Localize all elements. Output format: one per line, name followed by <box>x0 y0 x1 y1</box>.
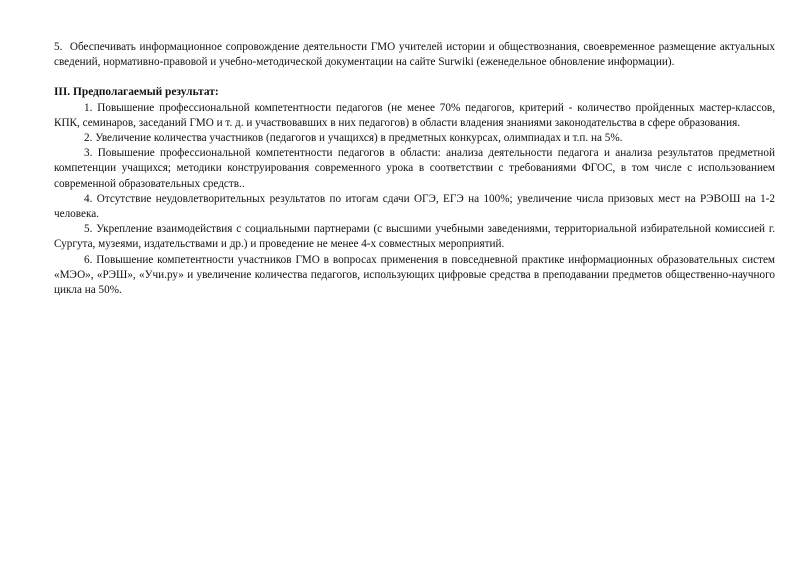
paragraph-text: Обеспечивать информационное сопровождение деятельности ГМО учителей истории и обществознания, своевременное размещение актуальных сведений, нормативно-правовой и учебно-методической документации на сайте Surwiki (еженедельное обновление информации). <box>54 41 775 69</box>
item-number: 4. <box>84 192 93 205</box>
item-text: Увеличение количества участников (педагогов и учащихся) в предметных конкурсах, олимпиадах и т.п. на 5%. <box>95 132 623 145</box>
intro-paragraph <box>54 40 775 70</box>
item-text: Укрепление взаимодействия с социальными партнерами (с высшими учебными заведениями, территориальной избирательной комиссией г. Сургута, музеями, издательствами и др.) и проведение не менее 4-х совместных мероприятий. <box>54 223 775 251</box>
item-number: 1. <box>84 101 93 114</box>
item-text: Повышение профессиональной компетентности педагогов (не менее 70% педагогов, критерий - количество пройденных мастер-классов, КПК, семинаров, заседаний ГМО и т. д. и участвовавших в них педагогов) в области владения знаниями законодательства в сфере образования. <box>54 101 775 129</box>
item-number: 2. <box>84 132 93 145</box>
list-item <box>54 222 775 252</box>
item-number: 3. <box>84 147 93 160</box>
item-text: Повышение компетентности участников ГМО в вопросах применения в повседневной практике информационных образовательных систем «МЭО», «РЭШ», «Учи.ру» и увеличение количества педагогов, использующих цифровые средства в преподавании предметов общественно-научного цикла на 50%. <box>54 253 775 297</box>
item-number: 6. <box>84 253 93 266</box>
list-item <box>54 131 775 146</box>
expected-results-list <box>54 101 775 299</box>
item-number: 5. <box>84 223 93 236</box>
section-heading: III. Предполагаемый результат: <box>54 86 219 99</box>
item-text: Отсутствие неудовлетворительных результатов по итогам сдачи ОГЭ, ЕГЭ на 100%; увеличение числа призовых мест на РЭВОШ на 1-2 человека. <box>54 192 775 221</box>
list-item <box>54 101 775 131</box>
list-item <box>54 146 775 192</box>
list-item <box>54 253 775 299</box>
list-item <box>54 192 775 222</box>
paragraph-number: 5. <box>54 41 63 53</box>
document-page <box>54 40 775 298</box>
item-text: Повышение профессиональной компетентности педагогов в области: анализа деятельности педагога и анализа результатов предметной компетенции учащихся; методики конструирования современного урока в соответствии с требованиями ФГОС, в том числе с использованием современной образовательных средств.. <box>54 147 775 190</box>
